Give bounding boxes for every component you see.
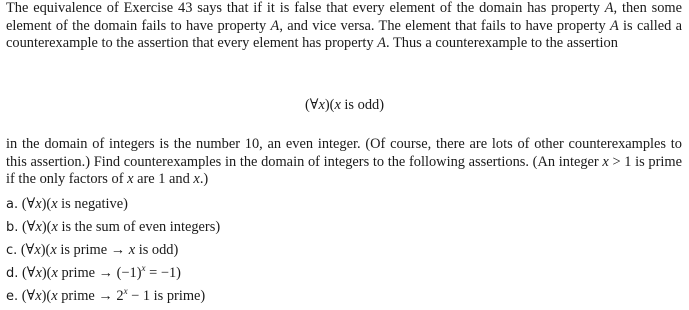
item-text: = −1) xyxy=(145,265,181,281)
exercise-item-a xyxy=(6,195,128,214)
item-text: )( xyxy=(41,219,52,235)
item-label: a. xyxy=(6,197,19,212)
intro-paragraph xyxy=(6,0,682,53)
item-text: )( xyxy=(40,242,51,258)
exponent: x xyxy=(141,263,146,273)
item-text: (∀ xyxy=(22,265,36,281)
item-text: is the sum of even integers) xyxy=(57,219,221,235)
item-label: d. xyxy=(6,266,19,281)
item-text: is negative) xyxy=(57,196,128,212)
formula-part: (∀ xyxy=(304,97,319,113)
display-formula xyxy=(0,96,689,114)
item-text: is odd) xyxy=(135,242,179,258)
continuation-text: > 1 is prime if the only factors of xyxy=(6,153,682,188)
variable: x xyxy=(127,171,134,188)
item-text: (∀ xyxy=(22,219,36,235)
item-text: (∀ xyxy=(20,242,35,258)
formula-variable: x xyxy=(318,97,325,113)
item-label: c. xyxy=(6,243,18,258)
formula-part: )( xyxy=(324,97,335,113)
intro-text: . Thus a counterexample to the assertion xyxy=(386,35,618,52)
exercise-item-b xyxy=(6,218,220,237)
item-text: )( xyxy=(41,265,52,281)
variable: x xyxy=(34,242,41,258)
property-symbol: A xyxy=(270,17,280,34)
variable: x xyxy=(51,265,58,281)
variable: x xyxy=(602,153,609,170)
item-text: prime → (−1) xyxy=(57,265,142,281)
item-text: is prime → xyxy=(56,242,129,258)
item-text: (∀ xyxy=(21,288,36,304)
item-text: prime → 2 xyxy=(57,288,124,304)
item-label: b. xyxy=(6,220,19,235)
exercise-item-d xyxy=(6,264,181,283)
variable: x xyxy=(35,288,42,304)
continuation-text: in the domain of integers is the number 10, an even integer. (Of course, there are lots of other counterexamples to this assertion.) Find counterexamples in the domain of integers to the following assertions. (An integer xyxy=(6,136,682,170)
variable: x xyxy=(193,171,200,188)
variable: x xyxy=(35,265,42,281)
item-text: (∀ xyxy=(21,196,36,212)
exponent: x xyxy=(123,286,128,296)
variable: x xyxy=(50,242,57,258)
property-symbol: A xyxy=(609,17,619,34)
variable: x xyxy=(35,219,42,235)
variable: x xyxy=(51,196,58,212)
property-symbol: A xyxy=(377,35,387,52)
formula-part: is odd) xyxy=(340,97,385,113)
variable: x xyxy=(51,219,58,235)
variable: x xyxy=(51,288,58,304)
intro-text: , then some element of the domain fails to have property xyxy=(6,0,682,34)
exercise-item-e xyxy=(6,287,205,306)
item-label: e. xyxy=(6,289,19,304)
variable: x xyxy=(128,242,136,258)
continuation-text: .) xyxy=(199,171,209,188)
item-text: )( xyxy=(41,196,52,212)
intro-text: The equivalence of Exercise 43 says that if it is false that every element of the domain has property xyxy=(6,0,605,16)
continuation-paragraph xyxy=(6,136,682,189)
exercise-item-c xyxy=(6,241,178,260)
item-text: − 1 is prime) xyxy=(127,288,206,304)
formula-variable: x xyxy=(334,97,341,113)
variable: x xyxy=(35,196,42,212)
intro-text: is called a counterexample to the assertion that every element has property xyxy=(6,17,682,52)
intro-text: , and vice versa. The element that fails to have property xyxy=(279,17,610,34)
property-symbol: A xyxy=(604,0,614,16)
continuation-text: are 1 and xyxy=(133,171,194,188)
item-text: )( xyxy=(41,288,52,304)
